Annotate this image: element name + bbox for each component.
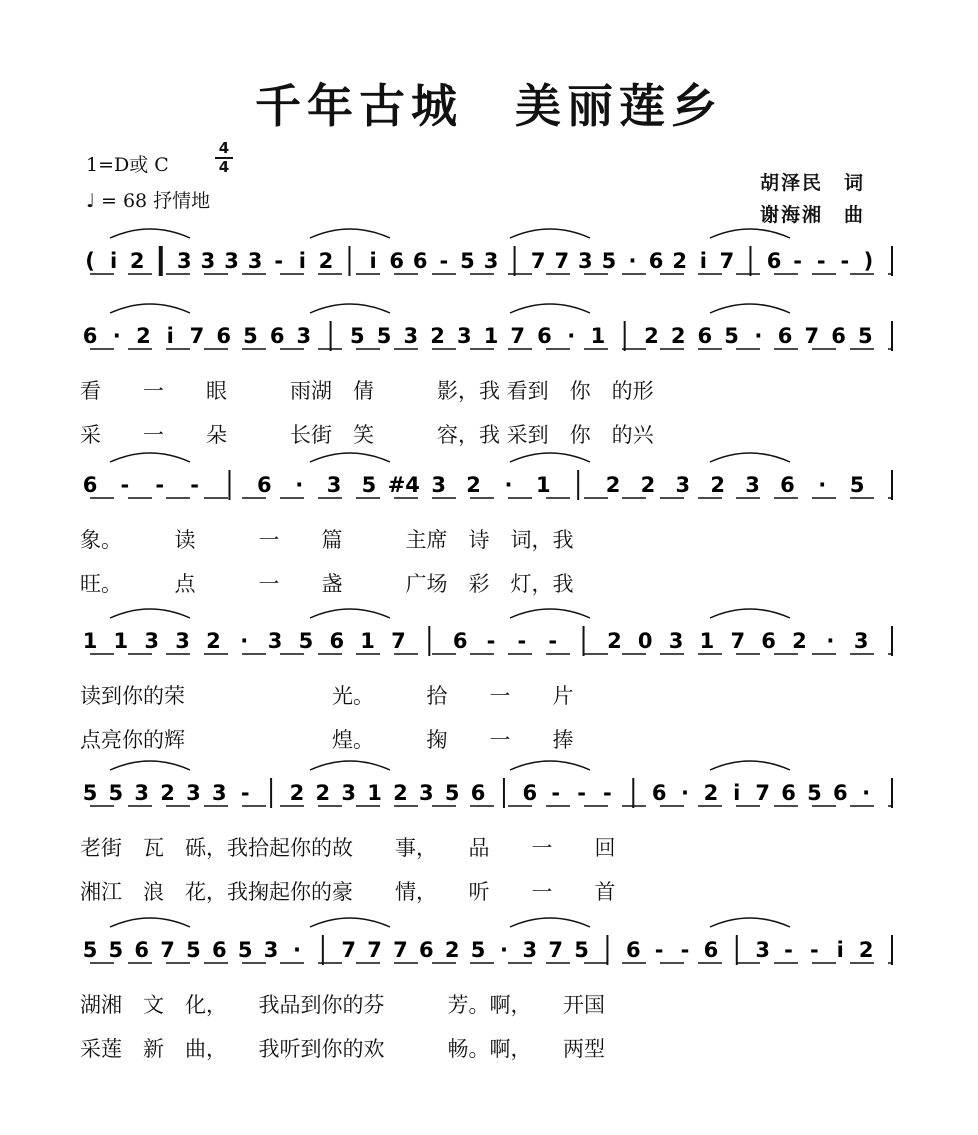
score-note: 2: [710, 473, 725, 497]
song-title: 千年古城 美丽莲乡: [255, 79, 723, 133]
score-note: ·: [818, 473, 827, 497]
slur: [710, 229, 790, 238]
slur: [510, 304, 590, 313]
score-note: 6: [452, 629, 468, 653]
score-note: 5: [460, 249, 475, 273]
score-note: 6: [412, 249, 428, 273]
score-note: 3: [212, 781, 227, 805]
score-note: 3: [419, 781, 434, 805]
score-note: 3: [456, 324, 472, 348]
score-note: 2: [792, 629, 807, 653]
score-note: 2: [129, 249, 145, 273]
slur: [110, 453, 190, 462]
lyric-line: 采莲 新 曲， 我听到你的欢 畅。啊， 两型: [80, 1037, 605, 1061]
score-note: -: [784, 938, 793, 962]
score-note: -: [548, 629, 558, 653]
lyric-line: 湖湘 文 化， 我品到你的芬 芳。啊， 开国: [80, 993, 605, 1017]
score-note: 7: [530, 249, 546, 273]
score-note: 5: [82, 781, 98, 805]
slur: [110, 918, 190, 927]
score-note: 3: [483, 249, 499, 273]
score-note: ·: [681, 781, 690, 805]
score-note: 6: [212, 938, 227, 962]
score-note: 5: [601, 249, 617, 273]
slur: [310, 918, 390, 927]
composer-credit: 谢海湘 曲: [760, 204, 866, 226]
score-note: 7: [391, 629, 406, 653]
score-note: 6: [781, 781, 796, 805]
slur: [110, 229, 190, 238]
score-note: ·: [240, 629, 249, 653]
score-note: 7: [367, 938, 382, 962]
score-note: 3: [675, 473, 691, 497]
lyricist-credit: 胡泽民 词: [760, 172, 866, 194]
score-note: 1: [590, 324, 606, 348]
score-note: 6: [216, 324, 231, 348]
slur: [310, 304, 390, 313]
score-note: -: [680, 938, 690, 962]
score-note: 7: [804, 324, 820, 348]
score-note: 7: [554, 249, 570, 273]
score-note: i: [699, 249, 707, 273]
score-note: 2: [430, 324, 445, 348]
score-note: 5: [849, 473, 865, 497]
score-note: 6: [761, 629, 776, 653]
score-note: 6: [697, 324, 713, 348]
score-note: ·: [826, 629, 835, 653]
score-note: 6: [832, 781, 848, 805]
score-note: 6: [82, 324, 98, 348]
score-note: 6: [780, 473, 795, 497]
score-note: 1: [483, 324, 499, 348]
score-note: 5: [470, 938, 486, 962]
score-note: -: [120, 473, 130, 497]
score-note: 2: [206, 629, 221, 653]
score-note: 2: [466, 473, 481, 497]
slur: [510, 229, 590, 238]
score-note: 3: [341, 781, 357, 805]
score-note: 3: [431, 473, 447, 497]
score-note: ·: [292, 938, 301, 962]
score-note: 2: [289, 781, 305, 805]
score-note: 3: [247, 249, 263, 273]
score-note: -: [577, 781, 586, 805]
slur: [110, 761, 190, 770]
lyric-line: 旺。 点 一 盏 广场 彩 灯，我: [80, 572, 574, 596]
score-note: ·: [754, 324, 763, 348]
score-note: ·: [112, 324, 121, 348]
score-note: 5: [807, 781, 822, 805]
score-note: 3: [267, 629, 283, 653]
score-note: -: [654, 938, 664, 962]
score-note: 2: [318, 249, 334, 273]
score-note: 2: [703, 781, 719, 805]
score-note: -: [603, 781, 612, 805]
score-note: 2: [315, 781, 331, 805]
score-note: 3: [522, 938, 538, 962]
score-note: 5: [243, 324, 258, 348]
score-note: 2: [136, 324, 151, 348]
score-note: 3: [177, 249, 192, 273]
score-note: 2: [858, 938, 874, 962]
slur: [310, 229, 390, 238]
score-note: 3: [175, 629, 190, 653]
score-note: 3: [403, 324, 419, 348]
score-note: 3: [134, 781, 150, 805]
score-note: i: [298, 249, 306, 273]
score-note: ·: [567, 324, 576, 348]
slur: [510, 761, 590, 770]
score-note: -: [274, 249, 284, 273]
score-note: 6: [651, 781, 667, 805]
slur: [510, 609, 590, 618]
score-note: 5: [724, 324, 739, 348]
score-note: -: [840, 249, 850, 273]
score-note: 2: [670, 324, 686, 348]
slur: [510, 918, 590, 927]
slur: [710, 609, 790, 618]
score-note: i: [733, 781, 741, 805]
score-note: 6: [777, 324, 793, 348]
score-note: 3: [326, 473, 342, 497]
score-note: 2: [160, 781, 175, 805]
score-note: 5: [361, 473, 377, 497]
score-note: -: [155, 473, 165, 497]
score-note: -: [551, 781, 561, 805]
score-note: 2: [607, 629, 622, 653]
score-note: 3: [755, 938, 770, 962]
score-note: (: [85, 249, 95, 273]
slur: [110, 609, 190, 618]
score-note: 3: [224, 249, 239, 273]
score-note: 6: [522, 781, 538, 805]
score-note: ·: [862, 781, 871, 805]
score-note: 5: [108, 938, 124, 962]
slur: [310, 609, 390, 618]
score-note: 7: [548, 938, 563, 962]
score-note: 3: [853, 629, 869, 653]
score-note: 2: [393, 781, 408, 805]
key-signature: 1=D或 C: [86, 154, 169, 176]
score-note: -: [810, 938, 819, 962]
score-note: -: [190, 473, 199, 497]
score-note: 3: [578, 249, 593, 273]
score-note: 7: [341, 938, 357, 962]
score-note: 5: [857, 324, 873, 348]
score-note: 7: [189, 324, 205, 348]
score-note: 3: [186, 781, 201, 805]
score-note: -: [439, 249, 449, 273]
score-note: 3: [668, 629, 684, 653]
score-note: 6: [625, 938, 641, 962]
score-note: 6: [470, 781, 486, 805]
lyric-line: 点亮你的辉 煌。 掬 一 捧: [80, 728, 574, 752]
score-note: 5: [186, 938, 201, 962]
score-note: 5: [82, 938, 98, 962]
score-note: 7: [393, 938, 408, 962]
score-note: i: [369, 249, 377, 273]
score-note: 5: [108, 781, 124, 805]
score-note: 6: [831, 324, 846, 348]
slur: [710, 453, 790, 462]
score-note: ·: [295, 473, 304, 497]
score-note: 7: [160, 938, 175, 962]
score-note: 5: [350, 324, 365, 348]
score-note: 6: [703, 938, 719, 962]
score-note: 2: [605, 473, 621, 497]
score-note: 7: [510, 324, 526, 348]
score-note: -: [517, 629, 527, 653]
slur: [710, 918, 790, 927]
slur: [310, 453, 390, 462]
score-note: 6: [329, 629, 345, 653]
score-note: 1: [82, 629, 98, 653]
lyric-line: 象。 读 一 篇 主席 诗 词，我: [80, 528, 574, 552]
tempo-marking: ♩ = 68 抒情地: [86, 190, 211, 212]
slur: [310, 761, 390, 770]
score-note: 1: [367, 781, 382, 805]
score-note: 3: [200, 249, 216, 273]
score-note: 2: [672, 249, 688, 273]
score-note: #4: [387, 473, 420, 497]
score-note: -: [793, 249, 803, 273]
score-note: ·: [628, 249, 637, 273]
score-note: ·: [499, 938, 508, 962]
slur: [710, 761, 790, 770]
time-signature-top: 4: [218, 139, 230, 157]
score-note: 6: [269, 324, 285, 348]
score-note: 7: [730, 629, 746, 653]
lyric-line: 看 一 眼 雨湖 倩 影，我 看到 你 的形: [80, 379, 654, 403]
lyric-line: 湘江 浪 花，我掬起你的豪 情， 听 一 首: [80, 880, 616, 904]
score-note: 7: [719, 249, 735, 273]
time-signature-bottom: 4: [218, 158, 230, 176]
score-note: 6: [134, 938, 150, 962]
lyric-line: 读到你的荣 光。 拾 一 片: [80, 684, 574, 708]
score-note: 6: [389, 249, 404, 273]
score-note: 5: [237, 938, 253, 962]
score-note: 7: [755, 781, 770, 805]
score-note: 5: [574, 938, 589, 962]
score-note: 3: [144, 629, 160, 653]
score-note: 6: [537, 324, 552, 348]
score-note: ·: [504, 473, 513, 497]
score-note: -: [240, 781, 250, 805]
score-note: 2: [640, 473, 656, 497]
slur: [110, 304, 190, 313]
score-note: i: [836, 938, 844, 962]
score-note: 1: [699, 629, 715, 653]
score-note: i: [109, 249, 118, 273]
score-note: 3: [263, 938, 279, 962]
score-note: 6: [648, 249, 664, 273]
score-note: -: [816, 249, 826, 273]
score-note: 5: [376, 324, 392, 348]
lyric-line: 老街 瓦 砾，我拾起你的故 事， 品 一 回: [80, 836, 616, 860]
score-note: 5: [298, 629, 314, 653]
lyric-line: 采 一 朵 长街 笑 容，我 采到 你 的兴: [80, 423, 654, 447]
score-note: 5: [444, 781, 460, 805]
score-note: 1: [113, 629, 129, 653]
slur: [510, 453, 590, 462]
score-note: ): [863, 249, 874, 273]
score-note: 6: [766, 249, 782, 273]
score-note: 2: [444, 938, 460, 962]
score-note: 3: [745, 473, 760, 497]
score-note: 6: [257, 473, 272, 497]
score-note: 1: [360, 629, 375, 653]
slur: [710, 304, 790, 313]
score-note: 2: [644, 324, 659, 348]
score-note: 1: [535, 473, 551, 497]
score-note: 6: [419, 938, 434, 962]
score-note: -: [486, 629, 496, 653]
score-note: i: [166, 324, 174, 348]
score-note: 6: [82, 473, 98, 497]
score-note: 0: [637, 629, 653, 653]
score-note: 3: [296, 324, 312, 348]
